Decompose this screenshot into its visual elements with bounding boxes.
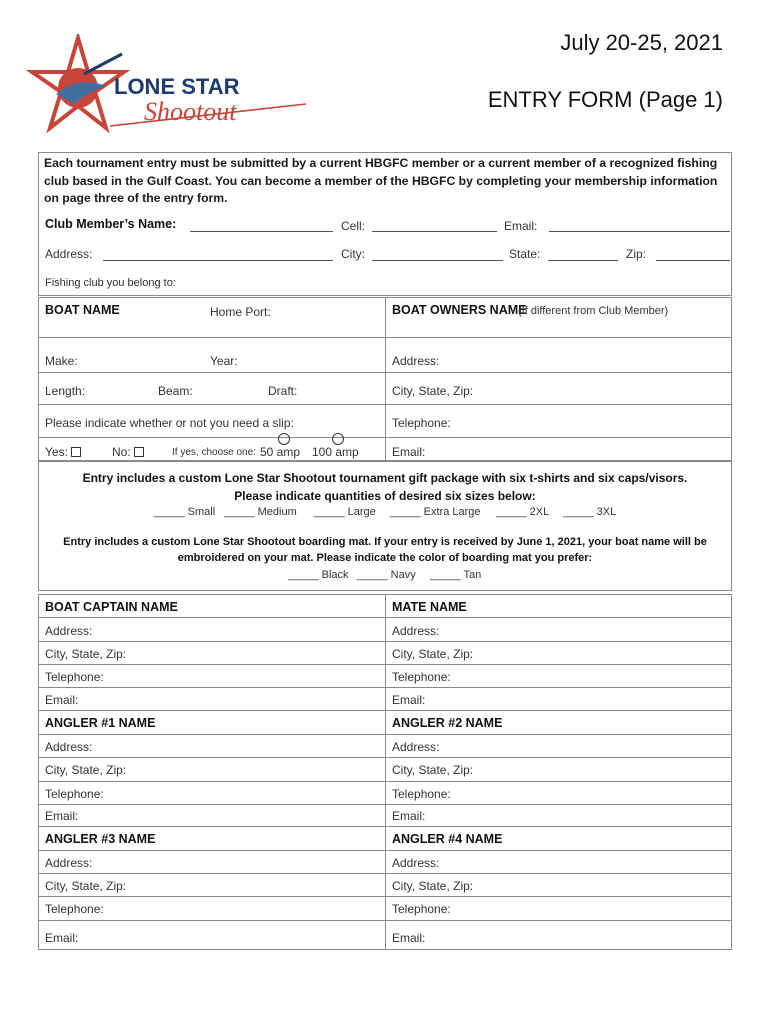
- gift-sizes-instruction: Please indicate quantities of desired six sizes below:: [234, 489, 536, 503]
- angler-1-address-label: Address:: [45, 740, 93, 754]
- captain-email-label: Email:: [45, 693, 79, 707]
- row-divider: [38, 896, 732, 897]
- boat-name-label: BOAT NAME: [45, 303, 120, 317]
- slip-no: [112, 445, 144, 459]
- angler-2-name-label: ANGLER #2 NAME: [392, 716, 503, 730]
- captain-telephone-label: Telephone:: [45, 670, 104, 684]
- slip-yes-label: Yes:: [45, 445, 68, 459]
- slip-no-label: No:: [112, 445, 131, 459]
- row-divider: [38, 734, 732, 735]
- form-title: ENTRY FORM (Page 1): [487, 87, 723, 112]
- mate-csz-label: City, State, Zip:: [392, 647, 474, 661]
- angler-2-email-label: Email:: [392, 809, 426, 823]
- row-divider: [38, 850, 732, 851]
- owners-note: (If different from Club Member): [518, 305, 669, 317]
- angler-3-address-label: Address:: [45, 856, 93, 870]
- angler-3-csz-label: City, State, Zip:: [45, 879, 127, 893]
- cell-field[interactable]: [372, 231, 497, 232]
- slip-yes-checkbox[interactable]: [71, 447, 81, 457]
- amp-50-label: 50 amp: [260, 445, 301, 459]
- row-divider: [38, 757, 732, 758]
- slip-question: Please indicate whether or not you need a slip:: [45, 416, 294, 430]
- email-field[interactable]: [549, 231, 730, 232]
- club-member-name-field[interactable]: [190, 231, 333, 232]
- amp-100-label: 100 amp: [312, 445, 359, 459]
- row-divider: [38, 826, 732, 827]
- captain-csz-label: City, State, Zip:: [45, 647, 127, 661]
- row-divider: [38, 404, 732, 405]
- owner-telephone-label: Telephone:: [392, 416, 451, 430]
- state-label: State:: [509, 247, 541, 261]
- city-field[interactable]: [372, 260, 503, 261]
- membership-instructions: Each tournament entry must be submitted by a current HBGFC member or a current member of a recognized fishing club based in the Gulf Coast. You can become a member of the HBGFC by completing your membership information on page three of the entry form.: [44, 156, 718, 205]
- mate-name-label: MATE NAME: [392, 600, 467, 614]
- length-label: Length:: [45, 384, 86, 398]
- state-field[interactable]: [548, 260, 618, 261]
- angler-2-telephone-label: Telephone:: [392, 787, 451, 801]
- row-divider: [38, 873, 732, 874]
- lone-star-shootout-logo: [26, 34, 316, 138]
- zip-label: Zip:: [626, 247, 647, 261]
- angler-4-address-label: Address:: [392, 856, 440, 870]
- row-divider: [38, 781, 732, 782]
- address-label: Address:: [45, 247, 93, 261]
- size-extra-large[interactable]: _____ Extra Large: [390, 506, 481, 518]
- row-divider: [38, 687, 732, 688]
- angler-3-telephone-label: Telephone:: [45, 902, 104, 916]
- mate-telephone-label: Telephone:: [392, 670, 451, 684]
- svg-text:Shootout: Shootout: [144, 97, 237, 126]
- angler-3-name-label: ANGLER #3 NAME: [45, 832, 156, 846]
- angler-3-email-label: Email:: [45, 931, 79, 945]
- angler-4-telephone-label: Telephone:: [392, 902, 451, 916]
- owner-city-state-zip-label: City, State, Zip:: [392, 384, 474, 398]
- angler-1-telephone-label: Telephone:: [45, 787, 104, 801]
- mate-address-label: Address:: [392, 624, 440, 638]
- event-date: July 20-25, 2021: [560, 30, 723, 55]
- owner-email-label: Email:: [392, 445, 426, 459]
- amp-50-radio[interactable]: [278, 433, 290, 445]
- angler-2-csz-label: City, State, Zip:: [392, 763, 474, 777]
- owner-address-label: Address:: [392, 354, 440, 368]
- angler-1-name-label: ANGLER #1 NAME: [45, 716, 156, 730]
- mate-email-label: Email:: [392, 693, 426, 707]
- angler-4-name-label: ANGLER #4 NAME: [392, 832, 503, 846]
- captain-address-label: Address:: [45, 624, 93, 638]
- boat-owners-name-label: BOAT OWNERS NAME: [392, 303, 527, 317]
- size-large[interactable]: _____ Large: [314, 506, 376, 518]
- home-port-label: Home Port:: [210, 305, 271, 319]
- captain-name-label: BOAT CAPTAIN NAME: [45, 600, 178, 614]
- boarding-mat-instruction: embroidered on your mat. Please indicate the color of boarding mat you prefer:: [177, 552, 593, 564]
- row-divider: [38, 437, 732, 438]
- row-divider: [38, 920, 732, 921]
- mat-color-tan[interactable]: _____ Tan: [430, 569, 482, 581]
- angler-2-address-label: Address:: [392, 740, 440, 754]
- mat-color-navy[interactable]: _____ Navy: [357, 569, 416, 581]
- size-medium[interactable]: _____ Medium: [224, 506, 297, 518]
- angler-1-csz-label: City, State, Zip:: [45, 763, 127, 777]
- make-label: Make:: [45, 354, 78, 368]
- fishing-club-label: Fishing club you belong to:: [45, 277, 176, 289]
- zip-field[interactable]: [656, 260, 730, 261]
- email-label: Email:: [504, 219, 538, 233]
- row-divider: [38, 710, 732, 711]
- draft-label: Draft:: [268, 384, 298, 398]
- size-3xl[interactable]: _____ 3XL: [563, 506, 617, 518]
- row-divider: [38, 617, 732, 618]
- gift-package-text: Entry includes a custom Lone Star Shootout tournament gift package with six t-shirts and six caps/visors.: [82, 471, 688, 485]
- svg-text:LONE STAR: LONE STAR: [114, 74, 240, 99]
- size-small[interactable]: _____ Small: [154, 506, 216, 518]
- row-divider: [38, 372, 732, 373]
- amp-100-radio[interactable]: [332, 433, 344, 445]
- city-label: City:: [341, 247, 365, 261]
- row-divider: [38, 641, 732, 642]
- club-member-name-label: Club Member’s Name:: [45, 217, 177, 231]
- year-label: Year:: [210, 354, 238, 368]
- slip-no-checkbox[interactable]: [134, 447, 144, 457]
- size-2xl[interactable]: _____ 2XL: [496, 506, 550, 518]
- cell-label: Cell:: [341, 219, 366, 233]
- boarding-mat-text: Entry includes a custom Lone Star Shootout boarding mat. If your entry is received by June 1, 2021, your boat name will be: [63, 536, 707, 548]
- angler-4-email-label: Email:: [392, 931, 426, 945]
- beam-label: Beam:: [158, 384, 193, 398]
- row-divider: [38, 337, 732, 338]
- angler-1-email-label: Email:: [45, 809, 79, 823]
- angler-4-csz-label: City, State, Zip:: [392, 879, 474, 893]
- row-divider: [38, 804, 732, 805]
- address-field[interactable]: [103, 260, 333, 261]
- if-yes-label: If yes, choose one:: [172, 447, 256, 458]
- slip-yes: [45, 445, 81, 459]
- row-divider: [38, 664, 732, 665]
- mat-color-black[interactable]: _____ Black: [288, 569, 349, 581]
